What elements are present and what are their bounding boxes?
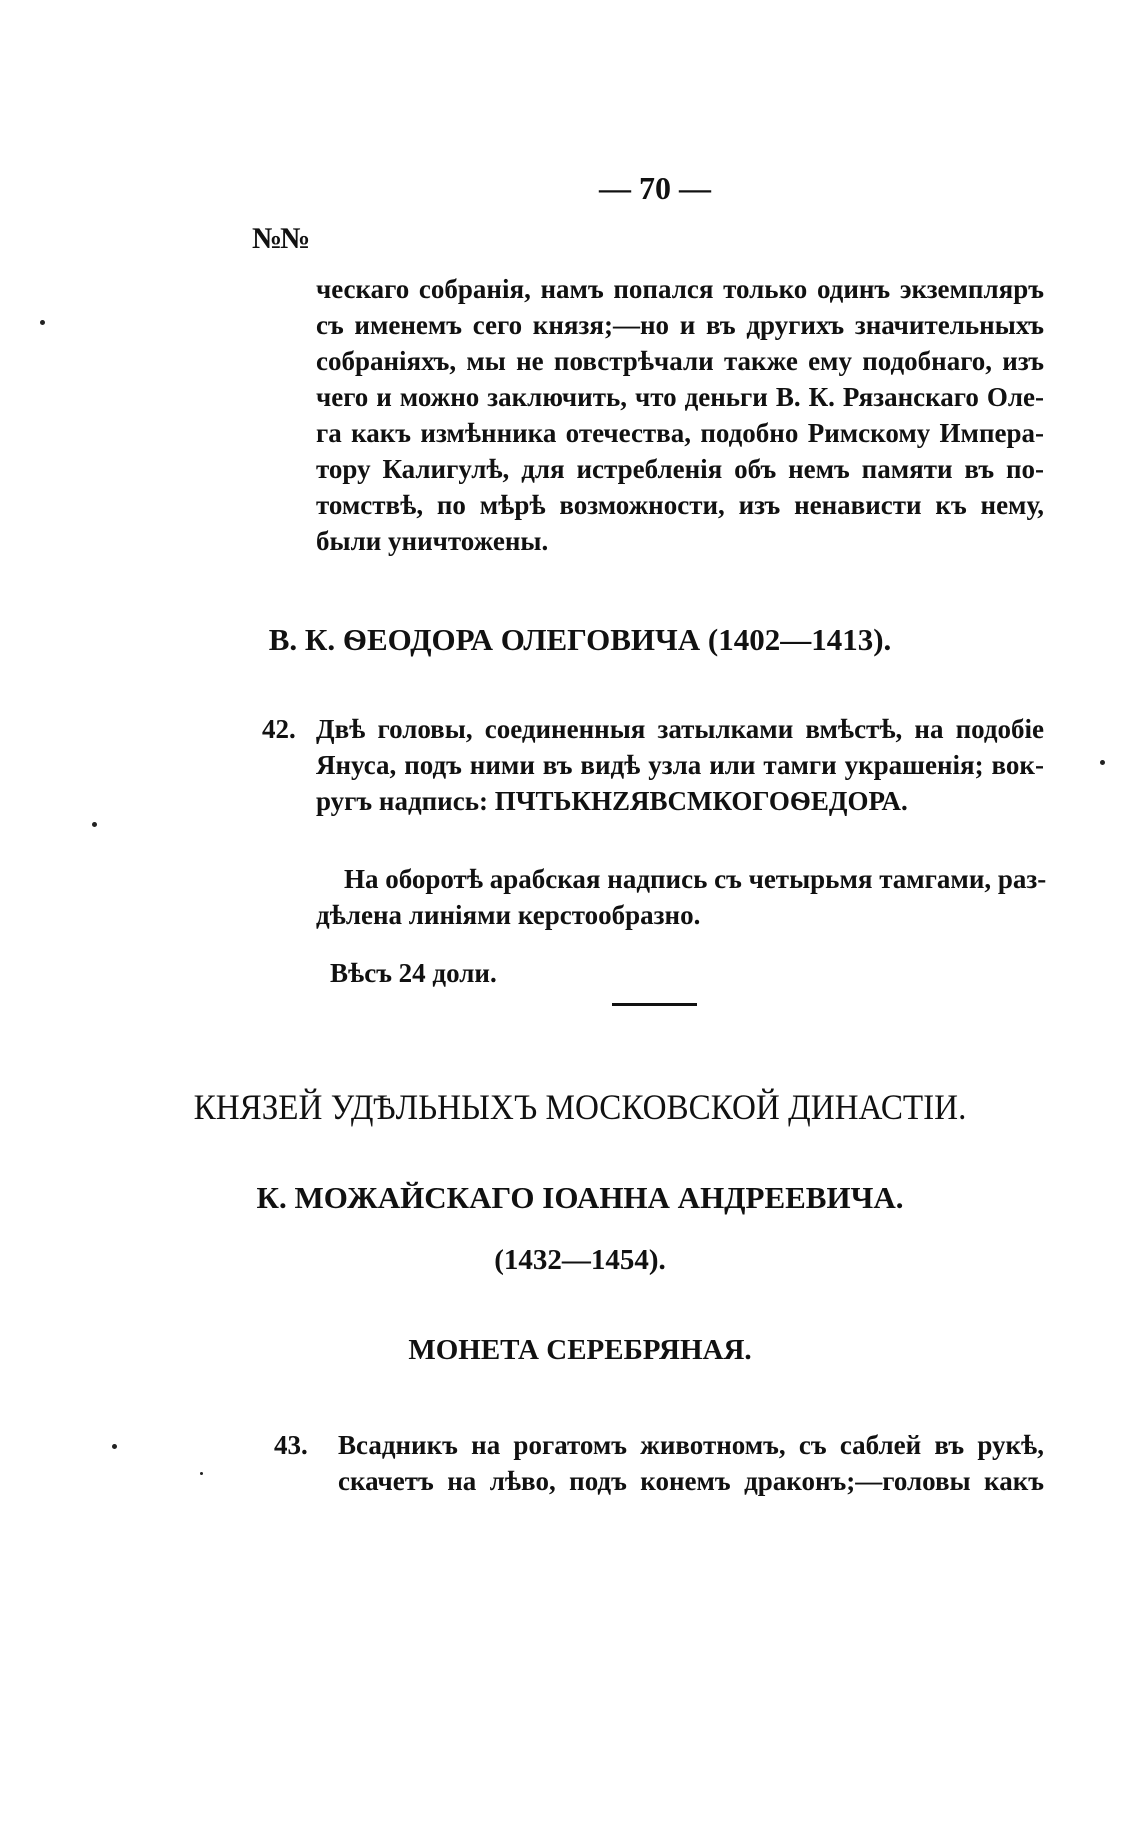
prince-heading: К. МОЖАЙСКАГО ІОАННА АНДРЕЕВИЧА. — [256, 1180, 904, 1215]
text-line: собраніяхъ, мы не повстрѣчали также ему подобнаго, изъ — [316, 346, 1044, 376]
scan-speck — [92, 822, 97, 827]
text-line: тору Калигулѣ, для истребленія объ немъ памяти въ по- — [316, 454, 1044, 484]
section-heading: В. К. ѲЕОДОРА ОЛЕГОВИЧА (1402—1413). — [268, 622, 892, 657]
scan-speck — [200, 1472, 203, 1475]
text-line: ругъ надпись: ПЧТЬКНZЯВСМКОГОѲЕДОРА. — [316, 786, 908, 816]
text-line: га какъ измѣнника отечества, подобно Римскому Импера- — [316, 418, 1044, 448]
entry-number: 42. — [262, 714, 296, 744]
text-line: ческаго собранія, намъ попался только одинъ экземпляръ — [316, 274, 1044, 304]
text-line: съ именемъ сего князя;—но и въ другихъ значительныхъ — [316, 310, 1044, 340]
text-line: чего и можно заключить, что деньги В. К. Рязанскаго Оле- — [316, 382, 1044, 412]
text-line: скачетъ на лѣво, подъ конемъ драконъ;—головы какъ — [338, 1466, 1044, 1496]
text-line: были уничтожены. — [316, 526, 549, 556]
weight-note: Вѣсъ 24 доли. — [330, 958, 497, 988]
text-line: Януса, подъ ними въ видѣ узла или тамги украшенія; вок- — [316, 750, 1044, 780]
dynasty-title: КНЯЗЕЙ УДѢЛЬНЫХЪ МОСКОВСКОЙ ДИНАСТІИ. — [193, 1087, 967, 1127]
text-line: На оборотѣ арабская надпись съ четырьмя тамгами, раз- — [344, 864, 1047, 894]
years-heading: (1432—1454). — [494, 1244, 666, 1276]
text-line: томствѣ, по мѣрѣ возможности, изъ ненависти къ нему, — [316, 490, 1044, 520]
section-divider — [612, 1003, 697, 1006]
entry-number: 43. — [274, 1430, 308, 1460]
text-line: дѣлена линіями керстообразно. — [316, 900, 701, 930]
text-line: Всадникъ на рогатомъ животномъ, съ саблей въ рукѣ, — [338, 1430, 1044, 1460]
page-number: — 70 — — [599, 170, 711, 206]
scan-speck — [112, 1444, 117, 1449]
scan-speck — [40, 320, 45, 325]
text-line: Двѣ головы, соединенныя затылками вмѣстѣ, на подобіе — [316, 714, 1044, 744]
scan-speck — [1100, 760, 1105, 765]
coin-type-heading: МОНЕТА СЕРЕБРЯНАЯ. — [408, 1334, 752, 1366]
margin-mark: №№ — [252, 222, 309, 255]
